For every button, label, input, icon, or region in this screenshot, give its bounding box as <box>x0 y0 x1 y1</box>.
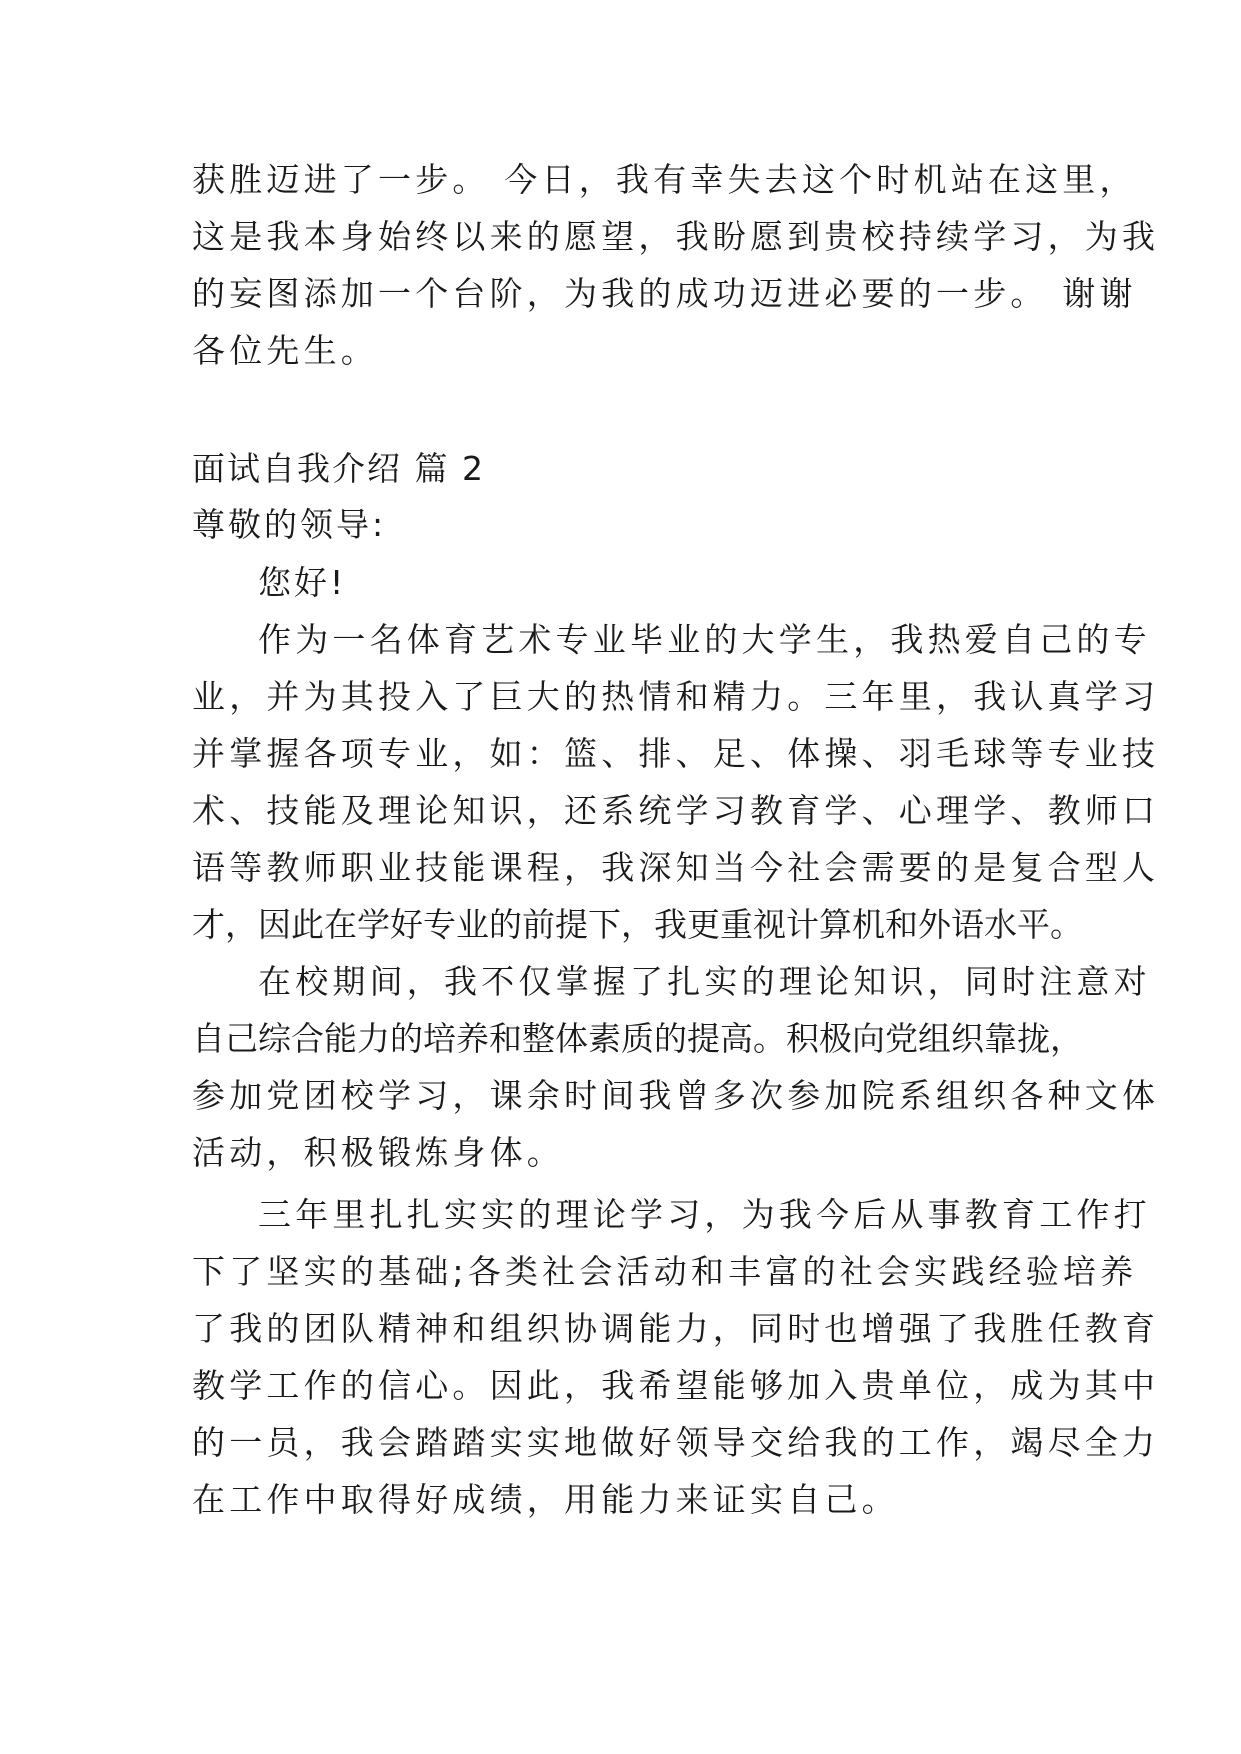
paragraph-line: 才，因此在学好专业的前提下，我更重视计算机和外语水平。 <box>192 905 1083 944</box>
greeting: 您好! <box>258 563 347 602</box>
continuation-line: 获胜迈进了一步。 今日，我有幸失去这个时机站在这里， <box>192 160 1137 199</box>
paragraph-line: 活动，积极锻炼身体。 <box>192 1133 564 1172</box>
continuation-line: 的妄图添加一个台阶，为我的成功迈进必要的一步。 谢谢 <box>192 274 1137 313</box>
salutation: 尊敬的领导: <box>192 505 387 544</box>
paragraph-line: 语等教师职业技能课程，我深知当今社会需要的是复合型人 <box>192 848 1160 887</box>
paragraph-line: 的一员，我会踏踏实实地做好领导交给我的工作，竭尽全力 <box>192 1423 1160 1462</box>
paragraph-line: 术、技能及理论知识，还系统学习教育学、心理学、教师口 <box>192 791 1160 830</box>
paragraph-line: 三年里扎扎实实的理论学习，为我今后从事教育工作打 <box>258 1195 1151 1234</box>
paragraph-line: 自己综合能力的培养和整体素质的提高。积极向党组织靠拢， <box>192 1019 1083 1058</box>
section-title: 面试自我介绍 篇 2 <box>192 449 485 488</box>
paragraph-line: 参加党团校学习，课余时间我曾多次参加院系组织各种文体 <box>192 1076 1160 1115</box>
paragraph-line: 在校期间，我不仅掌握了扎实的理论知识，同时注意对 <box>258 962 1151 1001</box>
paragraph-line: 作为一名体育艺术专业毕业的大学生，我热爱自己的专 <box>258 620 1151 659</box>
paragraph-line: 了我的团队精神和组织协调能力，同时也增强了我胜任教育 <box>192 1309 1160 1348</box>
continuation-line: 这是我本身始终以来的愿望，我盼愿到贵校持续学习，为我 <box>192 217 1160 256</box>
paragraph-line: 在工作中取得好成绩，用能力来证实自己。 <box>192 1480 899 1519</box>
paragraph-line: 下了坚实的基础;各类社会活动和丰富的社会实践经验培养 <box>192 1252 1138 1291</box>
paragraph-line: 教学工作的信心。因此，我希望能够加入贵单位，成为其中 <box>192 1366 1160 1405</box>
paragraph-line: 业，并为其投入了巨大的热情和精力。三年里，我认真学习 <box>192 677 1160 716</box>
paragraph-line: 并掌握各项专业，如：篮、排、足、体操、羽毛球等专业技 <box>192 734 1160 773</box>
continuation-line: 各位先生。 <box>192 331 378 370</box>
